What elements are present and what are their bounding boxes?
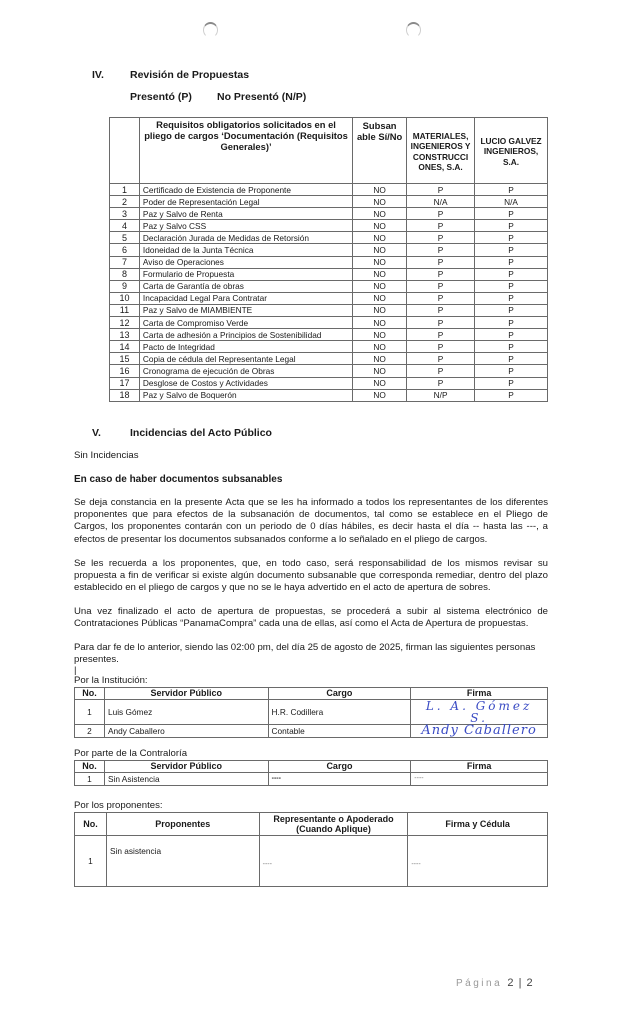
institution-table — [74, 687, 548, 738]
subsanable-value: NO — [353, 377, 407, 389]
bidder-2-status: P — [475, 220, 548, 232]
subsanable-value: NO — [353, 220, 407, 232]
row-no: 2 — [75, 725, 105, 738]
requirement-name: Paz y Salvo de Renta — [139, 208, 352, 220]
bidder-1-status: P — [407, 304, 475, 316]
bidder-2-status: P — [475, 232, 548, 244]
header-bidder-2: LUCIO GALVEZ INGENIEROS, S.A. — [475, 118, 548, 184]
table-row — [110, 292, 548, 304]
servant-position: ---- — [268, 773, 411, 786]
subsanable-value: NO — [353, 184, 407, 196]
row-no: 11 — [110, 304, 140, 316]
row-no: 1 — [75, 836, 107, 887]
subsanable-value: NO — [353, 256, 407, 268]
row-no: 10 — [110, 292, 140, 304]
text-cursor-mark: | — [74, 665, 77, 676]
table-row — [110, 232, 548, 244]
table-row — [110, 184, 548, 196]
section-iv-title: Revisión de Propuestas — [130, 69, 250, 81]
header-bidder: Proponentes — [106, 813, 259, 836]
row-no: 6 — [110, 244, 140, 256]
bidder-2-status: P — [475, 377, 548, 389]
table-row — [110, 329, 548, 341]
bidders-header-row — [75, 813, 548, 836]
section-v-number: V. — [92, 427, 101, 439]
requirement-name: Desglose de Costos y Actividades — [139, 377, 352, 389]
row-no: 17 — [110, 377, 140, 389]
paragraph-panamacompra: Una vez finalizado el acto de apertura de propuestas, se procederá a subir al sistema electrónico de Contrataciones Públicas “PanamaCompra” cada una de ellas, así como el Acta de Apertura de propuestas. — [74, 606, 548, 630]
bidder-1-status: N/A — [407, 196, 475, 208]
row-no: 1 — [75, 700, 105, 725]
signature-placeholder: ---- — [408, 836, 548, 887]
bidders-table — [74, 812, 548, 887]
bidder-2-status: P — [475, 389, 548, 401]
table-row — [110, 377, 548, 389]
requirement-name: Declaración Jurada de Medidas de Retorsión — [139, 232, 352, 244]
bidder-2-status: P — [475, 256, 548, 268]
header-signature: Firma — [411, 688, 548, 700]
requirement-name: Pacto de Integridad — [139, 341, 352, 353]
row-no: 7 — [110, 256, 140, 268]
subsanable-value: NO — [353, 208, 407, 220]
requirement-name: Copia de cédula del Representante Legal — [139, 353, 352, 365]
subsanable-value: NO — [353, 232, 407, 244]
servant-name: Sin Asistencia — [104, 773, 268, 786]
bidder-1-status: P — [407, 184, 475, 196]
bidder-2-status: P — [475, 280, 548, 292]
bidder-1-status: P — [407, 232, 475, 244]
header-no: No. — [75, 688, 105, 700]
table-row — [75, 700, 548, 725]
row-no: 9 — [110, 280, 140, 292]
row-no: 12 — [110, 317, 140, 329]
bidder-2-status: P — [475, 353, 548, 365]
comptroller-table — [74, 760, 548, 786]
bidder-2-status: P — [475, 304, 548, 316]
requirement-name: Formulario de Propuesta — [139, 268, 352, 280]
requirement-name: Incapacidad Legal Para Contratar — [139, 292, 352, 304]
page-label: Página — [456, 978, 503, 989]
row-no: 4 — [110, 220, 140, 232]
bidder-1-status: P — [407, 244, 475, 256]
bidder-1-status: N/P — [407, 389, 475, 401]
header-no: No. — [75, 761, 105, 773]
requirement-name: Paz y Salvo CSS — [139, 220, 352, 232]
row-no: 13 — [110, 329, 140, 341]
header-position: Cargo — [268, 761, 411, 773]
requirement-name: Paz y Salvo de MIAMBIENTE — [139, 304, 352, 316]
section-v-title: Incidencias del Acto Público — [130, 427, 272, 439]
servant-position: Contable — [268, 725, 411, 738]
page-number — [456, 977, 534, 989]
table-row — [110, 244, 548, 256]
table-row — [110, 389, 548, 401]
bidder-1-status: P — [407, 292, 475, 304]
table-row — [75, 725, 548, 738]
table-row — [75, 773, 548, 786]
paragraph-responsabilidad: Se les recuerda a los proponentes, que, en todo caso, será responsabilidad de los mismos revisar su propuesta a fin de verificar si existe algún documento subsanable que corresponda remediar, dentro del plazo establecido en el pliego de cargos y que no se le haya advertido en el acto de apertura de sobres. — [74, 558, 548, 594]
row-no: 18 — [110, 389, 140, 401]
bidder-1-status: P — [407, 317, 475, 329]
paragraph-firma: Para dar fe de lo anterior, siendo las 02:00 pm, del día 25 de agosto de 2025, firman las siguientes personas presentes. — [74, 642, 536, 666]
subsanables-heading: En caso de haber documentos subsanables — [74, 474, 283, 485]
header-bidder-1: MATERIALES, INGENIEROS Y CONSTRUCCI ONES, S.A. — [407, 118, 475, 184]
bidder-1-status: P — [407, 377, 475, 389]
bidder-2-status: P — [475, 268, 548, 280]
header-signature: Firma — [411, 761, 548, 773]
page-value: 2 | 2 — [507, 977, 534, 989]
row-no: 14 — [110, 341, 140, 353]
subsanable-value: NO — [353, 353, 407, 365]
requirement-name: Idoneidad de la Junta Técnica — [139, 244, 352, 256]
subsanable-value: NO — [353, 244, 407, 256]
header-no: No. — [75, 813, 107, 836]
requirements-header-row — [110, 118, 548, 184]
subsanable-value: NO — [353, 292, 407, 304]
bidder-2-status: P — [475, 184, 548, 196]
requirement-name: Paz y Salvo de Boquerón — [139, 389, 352, 401]
bidder-1-status: P — [407, 329, 475, 341]
requirement-name: Certificado de Existencia de Proponente — [139, 184, 352, 196]
header-requirement: Requisitos obligatorios solicitados en el pliego de cargos ‘Documentación (Requisitos Generales)’ — [139, 118, 352, 184]
table-row — [110, 353, 548, 365]
servant-position: H.R. Codillera — [268, 700, 411, 725]
institution-label: Por la Institución: — [74, 675, 148, 686]
requirement-name: Carta de Garantía de obras — [139, 280, 352, 292]
servant-name: Andy Caballero — [104, 725, 268, 738]
representative-placeholder: ---- — [259, 836, 408, 887]
legend-presented: Presentó (P) — [130, 91, 192, 103]
table-row — [110, 280, 548, 292]
table-row — [110, 196, 548, 208]
bidder-2-status: P — [475, 329, 548, 341]
legend-not-presented: No Presentó (N/P) — [217, 91, 307, 103]
requirement-name: Aviso de Operaciones — [139, 256, 352, 268]
bidder-2-status: P — [475, 292, 548, 304]
requirements-table — [109, 117, 548, 402]
subsanable-value: NO — [353, 280, 407, 292]
servant-name: Luis Gómez — [104, 700, 268, 725]
bidder-1-status: P — [407, 341, 475, 353]
subsanable-value: NO — [353, 341, 407, 353]
subsanable-value: NO — [353, 389, 407, 401]
handwritten-signature: Andy Caballero — [411, 725, 548, 738]
row-no: 2 — [110, 196, 140, 208]
bidder-1-status: P — [407, 365, 475, 377]
requirement-name: Carta de Compromiso Verde — [139, 317, 352, 329]
subsanable-value: NO — [353, 268, 407, 280]
bidder-2-status: P — [475, 365, 548, 377]
institution-header-row — [75, 688, 548, 700]
table-row — [110, 268, 548, 280]
subsanable-value: NO — [353, 304, 407, 316]
row-no: 8 — [110, 268, 140, 280]
header-signature: Firma y Cédula — [408, 813, 548, 836]
bidder-2-status: P — [475, 208, 548, 220]
header-representative: Representante o Apoderado (Cuando Aplique) — [259, 813, 408, 836]
comptroller-label: Por parte de la Contraloría — [74, 748, 188, 759]
subsanable-value: NO — [353, 317, 407, 329]
incidents-text: Sin Incidencias — [74, 450, 139, 461]
table-row — [110, 208, 548, 220]
section-iv-number: IV. — [92, 69, 104, 81]
bidder-1-status: P — [407, 353, 475, 365]
table-row — [110, 304, 548, 316]
punch-hole-right — [406, 22, 421, 38]
bidder-1-status: P — [407, 280, 475, 292]
bidder-2-status: P — [475, 244, 548, 256]
row-no: 1 — [75, 773, 105, 786]
table-row — [110, 365, 548, 377]
paragraph-subsanacion: Se deja constancia en la presente Acta que se les ha informado a todos los representantes de los diferentes proponentes que para efectos de la subsanación de documentos, tal como se establece en el Pliego de Cargos, los proponentes contarán con un periodo de 0 días hábiles, es decir hasta el día -- hasta las ---, a efectos de presentar los documentos subsanados conforme a lo señalado en el pliego de cargos. — [74, 497, 548, 545]
table-row — [110, 256, 548, 268]
bidder-1-status: P — [407, 268, 475, 280]
header-position: Cargo — [268, 688, 411, 700]
bidder-name: Sin asistencia — [106, 836, 259, 887]
header-servant: Servidor Público — [104, 688, 268, 700]
row-no: 16 — [110, 365, 140, 377]
header-no — [110, 118, 140, 184]
header-subsanable: Subsan able Sí/No — [353, 118, 407, 184]
bidder-2-status: N/A — [475, 196, 548, 208]
comptroller-header-row — [75, 761, 548, 773]
bidder-1-status: P — [407, 208, 475, 220]
bidder-2-status: P — [475, 341, 548, 353]
requirement-name: Poder de Representación Legal — [139, 196, 352, 208]
bidder-2-status: P — [475, 317, 548, 329]
row-no: 5 — [110, 232, 140, 244]
subsanable-value: NO — [353, 329, 407, 341]
bidders-label: Por los proponentes: — [74, 800, 163, 811]
handwritten-signature: L. A. Gómez S. — [411, 700, 548, 725]
table-row — [110, 341, 548, 353]
subsanable-value: NO — [353, 365, 407, 377]
signature-placeholder: ---- — [411, 773, 548, 786]
bidder-1-status: P — [407, 256, 475, 268]
row-no: 15 — [110, 353, 140, 365]
bidder-1-status: P — [407, 220, 475, 232]
table-row — [110, 220, 548, 232]
table-row — [75, 836, 548, 887]
requirement-name: Carta de adhesión a Principios de Sostenibilidad — [139, 329, 352, 341]
punch-hole-left — [203, 22, 218, 38]
header-servant: Servidor Público — [104, 761, 268, 773]
subsanable-value: NO — [353, 196, 407, 208]
row-no: 1 — [110, 184, 140, 196]
requirement-name: Cronograma de ejecución de Obras — [139, 365, 352, 377]
row-no: 3 — [110, 208, 140, 220]
table-row — [110, 317, 548, 329]
